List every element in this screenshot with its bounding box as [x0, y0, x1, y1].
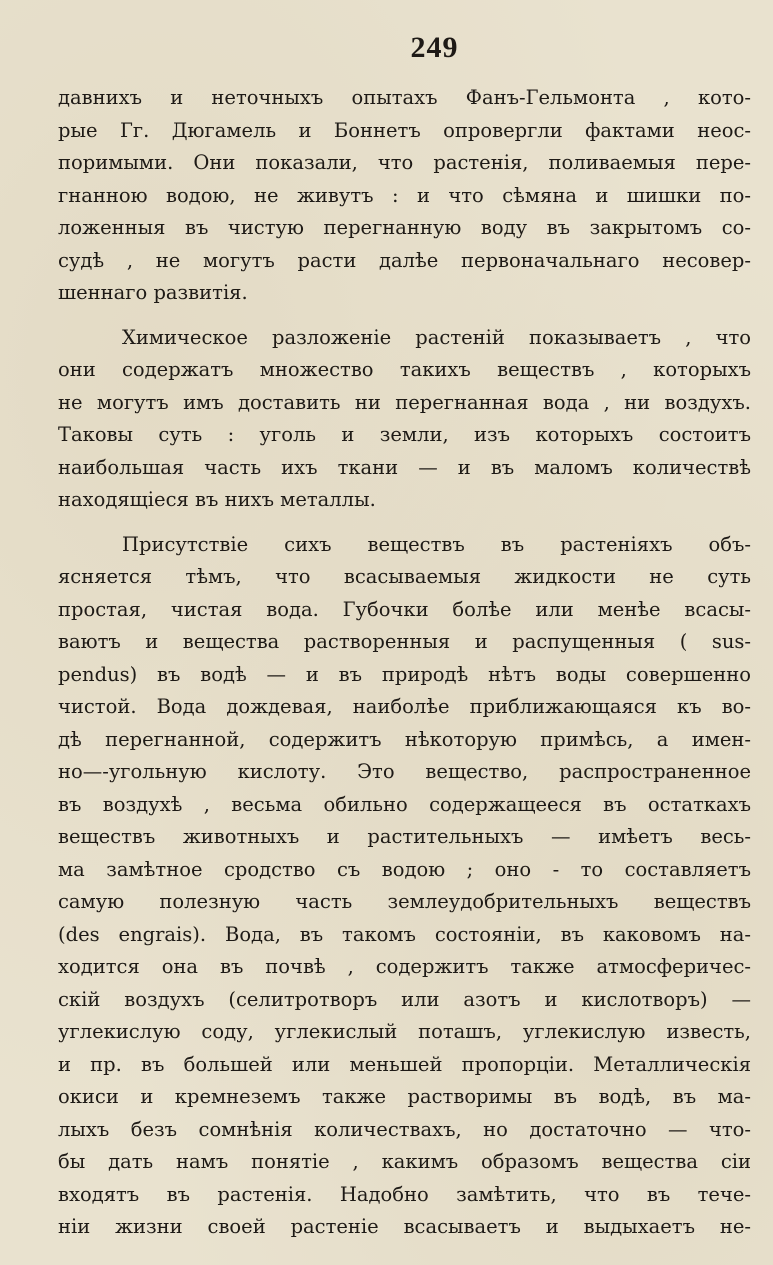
- text-line: самую полезную часть землеудобрительныхъ веществъ: [58, 890, 751, 913]
- text-line: судѣ , не могутъ расти далѣе первоначальнаго несовер-: [58, 248, 751, 272]
- text-line: но—-угольную кислоту. Это вещество, распространенное: [58, 760, 751, 783]
- text-line: гнанною водою, не живутъ : и что сѣмяна и шишки по-: [58, 183, 751, 207]
- text-line: ясняется тѣмъ, что всасываемыя жидкости не суть: [58, 565, 751, 588]
- text-line: находящіеся въ нихъ металлы.: [58, 488, 376, 511]
- text-line: входятъ въ растенія. Надобно замѣтить, что въ тече-: [58, 1182, 751, 1206]
- text-line: лыхъ безъ сомнѣнія количествахъ, но достаточно — что-: [58, 1117, 751, 1141]
- text-line: и пр. въ большей или меньшей пропорціи. Металлическія: [58, 1052, 751, 1076]
- text-line: въ воздухѣ , весьма обильно содержащееся въ остаткахъ: [58, 792, 751, 816]
- text-line: дѣ перегнанной, содержитъ нѣкоторую примѣсь, а имен-: [58, 727, 751, 751]
- text-line: Присутствіе сихъ веществъ въ растеніяхъ объ-: [122, 532, 751, 556]
- text-line: углекислую соду, углекислый поташъ, углекислую известь,: [58, 1020, 751, 1043]
- text-line: ніи жизни своей растеніе всасываетъ и выдыхаетъ не-: [58, 1215, 751, 1238]
- text-line: рые Гг. Дюгамель и Боннетъ опровергли фактами неос-: [58, 118, 751, 142]
- text-line: Химическое разложеніе растеній показываетъ , что: [122, 325, 751, 349]
- text-line: не могутъ имъ доставить ни перегнанная вода , ни воздухъ.: [58, 390, 751, 414]
- text-line: ложенныя въ чистую перегнанную воду въ закрытомъ со-: [58, 216, 751, 239]
- text-line: веществъ животныхъ и растительныхъ — имѣетъ весь-: [58, 825, 751, 848]
- text-line: поримыми. Они показали, что растенія, поливаемыя пере-: [58, 151, 751, 174]
- text-line: окиси и кремнеземъ также растворимы въ водѣ, въ ма-: [58, 1085, 751, 1108]
- text-line: Таковы суть : уголь и земли, изъ которыхъ состоитъ: [58, 423, 751, 446]
- text-line: бы дать намъ понятіе , какимъ образомъ вещества сіи: [58, 1150, 751, 1173]
- text-line: ходится она въ почвѣ , содержитъ также атмосферичес-: [58, 955, 751, 978]
- text-line: ваютъ и вещества растворенныя и распущенныя ( sus-: [58, 630, 751, 653]
- page-number: 249: [410, 31, 459, 64]
- paragraph-3: [58, 529, 751, 1244]
- text-line: они содержатъ множество такихъ веществъ , которыхъ: [58, 358, 751, 381]
- text-line: (des engrais). Вода, въ такомъ состояніи, въ каковомъ на-: [58, 922, 751, 946]
- paragraph-1: [58, 82, 751, 310]
- text-line: скій воздухъ (селитротворъ или азотъ и кислотворъ) —: [58, 987, 751, 1011]
- paragraph-2: [58, 322, 751, 517]
- text-line: шеннаго развитія.: [58, 281, 248, 304]
- text-line: чистой. Вода дождевая, наиболѣе приближающаяся къ во-: [58, 695, 751, 718]
- text-line: ма замѣтное сродство съ водою ; оно - то составляетъ: [58, 857, 751, 881]
- text-line: простая, чистая вода. Губочки болѣе или менѣе всасы-: [58, 597, 751, 621]
- text-line: давнихъ и неточныхъ опытахъ Фанъ-Гельмонта , кото-: [58, 86, 751, 109]
- text-line: pendus) въ водѣ — и въ природѣ нѣтъ воды совершенно: [58, 662, 751, 686]
- text-line: наибольшая часть ихъ ткани — и въ маломъ количествѣ: [58, 455, 751, 479]
